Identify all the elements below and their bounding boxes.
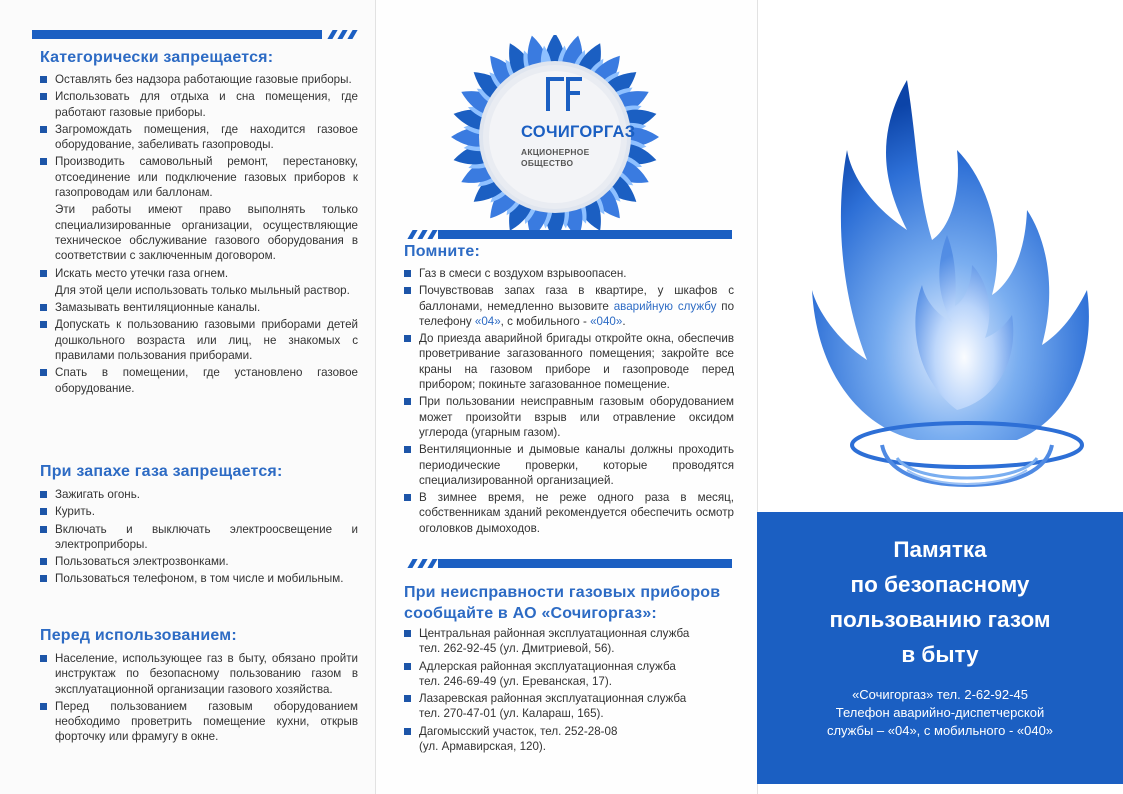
list-note: Эти работы имеют право выполнять только специализированные организации, осуществляющие техническое обслуживание газового оборудования в соответствии с заключенным договором. — [55, 203, 358, 263]
bullet-square-icon — [40, 126, 47, 133]
bullet-square-icon — [40, 575, 47, 582]
list-item: Почувствовав запах газа в квартире, у шкафов с баллонами, немедленно вызовите аварийную службу по телефону «04», с мобильного - «040». — [404, 283, 734, 329]
logo-subtitle: АКЦИОНЕРНОЕ ОБЩЕСТВО — [521, 147, 590, 168]
bullet-square-icon — [404, 494, 411, 501]
bullet-square-icon — [40, 558, 47, 565]
list-item: Допускать к пользованию газовыми приборами детей дошкольного возраста или лиц, не знакомых с правилами пользования приборами. — [40, 317, 358, 363]
bullet-square-icon — [40, 369, 47, 376]
gas-flame-icon — [757, 60, 1123, 500]
report-heading: При неисправности газовых приборов сообщайте в АО «Сочигоргаз»: — [404, 584, 721, 622]
smell-heading: При запахе газа запрещается: — [40, 463, 283, 480]
before-list — [40, 651, 358, 747]
forbidden-list — [40, 72, 358, 398]
bullet-square-icon — [40, 703, 47, 710]
list-item: В зимнее время, не реже одного раза в месяц, собственникам зданий рекомендуется обеспечить осмотр оголовков дымоходов. — [404, 490, 734, 536]
bullet-square-icon — [404, 630, 411, 637]
bullet-square-icon — [404, 663, 411, 670]
logo-brand-name: СОЧИГОРГАЗ — [521, 123, 636, 141]
bullet-square-icon — [40, 491, 47, 498]
list-item: Население, использующее газ в быту, обязано пройти инструктаж по безопасному пользованию газом в эксплуатационной организации газового хозяйства. — [40, 651, 358, 697]
top-stripe-bar-left — [32, 30, 358, 39]
contact-info: «Сочигоргаз» тел. 2-62-92-45 Телефон аварийно-диспетчерской службы – «04», с мобильного - «040» — [826, 687, 1054, 738]
smell-list — [40, 487, 358, 589]
list-item: Замазывать вентиляционные каналы. — [40, 300, 358, 315]
bullet-square-icon — [404, 335, 411, 342]
brochure-title: Памятка по безопасному пользованию газом в быту — [829, 537, 1051, 667]
bullet-square-icon — [40, 270, 47, 277]
report-item: Центральная районная эксплуатационная служба тел. 262-92-45 (ул. Дмитриевой, 56). — [404, 626, 734, 657]
emergency-service-highlight: аварийную службу — [613, 299, 717, 313]
list-item: Курить. — [40, 504, 358, 519]
forbidden-heading: Категорически запрещается: — [40, 49, 274, 66]
emergency-phone-04: «04» — [474, 314, 501, 328]
list-item: Перед пользованием газовым оборудованием необходимо проветрить помещение кухни, открыв форточку или фрамугу в окне. — [40, 699, 358, 745]
remember-list — [404, 266, 734, 538]
list-item: Включать и выключать электроосвещение и электроприборы. — [40, 522, 358, 553]
list-item: Зажигать огонь. — [40, 487, 358, 502]
report-item: Адлерская районная эксплуатационная служба тел. 246-69-49 (ул. Ереванская, 17). — [404, 659, 734, 690]
bullet-square-icon — [404, 695, 411, 702]
top-stripe-bar-middle — [404, 230, 732, 239]
list-item: Искать место утечки газа огнем. — [40, 266, 358, 281]
list-item: До приезда аварийной бригады откройте окна, обеспечив проветривание загазованного помещения; закройте все краны на газовом приборе и газопроводе перед прибором; покиньте загазованное помещение. — [404, 331, 734, 392]
bullet-square-icon — [40, 655, 47, 662]
list-item: Спать в помещении, где установлено газовое оборудование. — [40, 365, 358, 396]
bullet-square-icon — [40, 508, 47, 515]
list-item: Газ в смеси с воздухом взрывоопасен. — [404, 266, 734, 281]
list-item: Оставлять без надзора работающие газовые приборы. — [40, 72, 358, 87]
list-item: Производить самовольный ремонт, перестановку, отсоединение или подключение газовых приборов к газопроводам или баллонам. — [40, 154, 358, 200]
bullet-square-icon — [40, 526, 47, 533]
bullet-square-icon — [40, 158, 47, 165]
list-item: Использовать для отдыха и сна помещения, где работают газовые приборы. — [40, 89, 358, 120]
report-item: Лазаревская районная эксплуатационная служба тел. 270-47-01 (ул. Калараш, 165). — [404, 691, 734, 722]
bullet-square-icon — [404, 446, 411, 453]
list-item: Пользоваться электрозвонками. — [40, 554, 358, 569]
list-item: Загромождать помещения, где находится газовое оборудование, забеливать газопроводы. — [40, 122, 358, 153]
list-item: Пользоваться телефоном, в том числе и мобильным. — [40, 571, 358, 586]
bullet-square-icon — [40, 304, 47, 311]
bullet-square-icon — [40, 76, 47, 83]
bullet-square-icon — [40, 93, 47, 100]
bullet-square-icon — [404, 398, 411, 405]
emergency-phone-040: «040» — [590, 314, 623, 328]
report-list — [404, 626, 734, 756]
bullet-square-icon — [40, 321, 47, 328]
mid-stripe-bar — [404, 559, 732, 568]
bullet-square-icon — [404, 728, 411, 735]
list-item: Вентиляционные и дымовые каналы должны проходить периодические проверки, которые проводятся специализированной организацией. — [404, 442, 734, 488]
list-note: Для этой цели использовать только мыльный раствор. — [55, 283, 350, 297]
list-item: При пользовании неисправным газовым оборудованием может произойти взрыв или отравление оксидом углерода (угарным газом). — [404, 394, 734, 440]
before-heading: Перед использованием: — [40, 627, 237, 644]
remember-heading: Помните: — [404, 243, 481, 260]
report-item: Дагомысский участок, тел. 252-28-08 (ул. Армавирская, 120). — [404, 724, 734, 755]
